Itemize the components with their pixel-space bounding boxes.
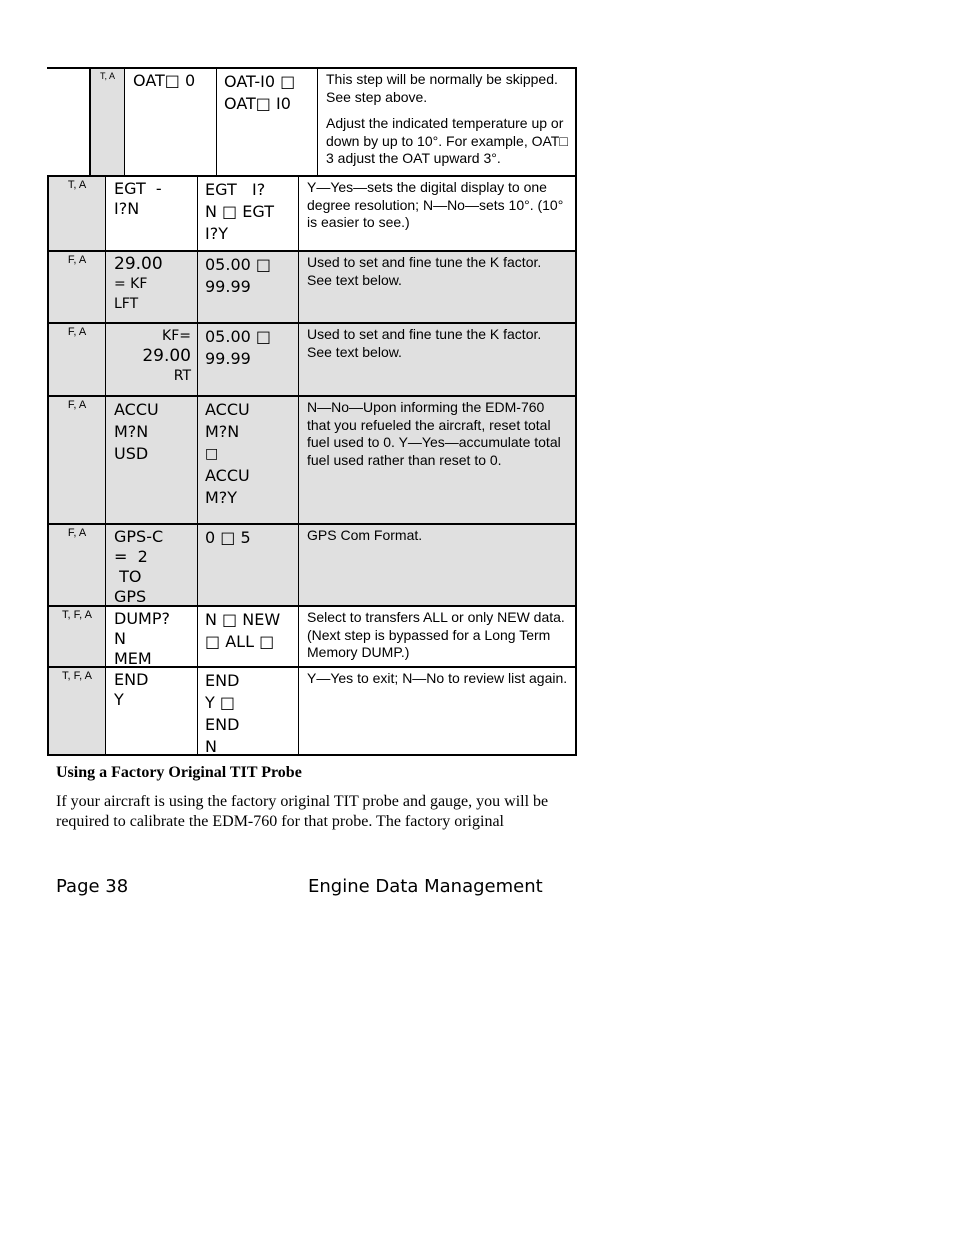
range-line: END [205, 715, 240, 734]
display-line: USD [114, 444, 149, 463]
range-cell [198, 252, 299, 322]
table-row [47, 668, 577, 756]
description-cell [299, 397, 575, 523]
range-cell [198, 324, 299, 395]
mode-cell: T, A [89, 69, 125, 175]
mode-cell: F, A [49, 397, 106, 523]
page-number: Page 38 [56, 876, 129, 897]
mode-cell: F, A [49, 525, 106, 605]
description-cell [299, 668, 575, 754]
range-line: 05.00 □ [205, 255, 272, 274]
range-cell [217, 69, 318, 175]
range-line: OAT□ I0 [224, 94, 291, 113]
display-cell [106, 607, 198, 666]
section-paragraph: If your aircraft is using the factory original TIT probe and gauge, you will be required to calibrate the EDM-760 for that probe. The factory original [56, 793, 549, 830]
range-cell [198, 525, 299, 605]
display-cell [106, 668, 198, 754]
description-cell [299, 252, 575, 322]
display-line: Y [114, 690, 124, 709]
range-line: ACCU [205, 400, 250, 419]
range-line: □ [205, 446, 219, 462]
display-cell [106, 177, 198, 250]
display-cell [106, 525, 198, 605]
range-line: EGT I? [205, 180, 266, 199]
table-row [47, 397, 577, 525]
display-line: I?N [114, 199, 140, 218]
mode-cell: T, F, A [49, 668, 106, 754]
display-line: = KF [114, 276, 148, 292]
range-line: 99.99 [205, 277, 251, 296]
mode-cell: F, A [49, 252, 106, 322]
range-line: N □ EGT [205, 202, 274, 221]
description-cell [299, 324, 575, 395]
range-line: 0 □ 5 [205, 528, 251, 547]
mode-cell: T, A [49, 177, 106, 250]
range-line: I?Y [205, 224, 228, 243]
description-text: Y—Yes—sets the digital display to one degree resolution; N—No—sets 10°. (10° is easier to see.) [307, 179, 564, 230]
description-text: Select to transfers ALL or only NEW data. (Next step is bypassed for a Long Term Memory DUMP.) [307, 609, 565, 660]
range-line: M?Y [205, 488, 238, 507]
display-line: DUMP? [114, 609, 170, 628]
display-line: EGT - [114, 179, 162, 198]
table-row [47, 177, 577, 252]
description-text: GPS Com Format. [307, 527, 423, 543]
description-cell [318, 69, 575, 175]
display-line: KF= [162, 328, 191, 344]
row-spacer [47, 69, 68, 175]
description-text: This step will be normally be skipped. See step above. [326, 71, 558, 105]
range-line: M?N [205, 422, 240, 441]
range-line: N □ NEW [205, 610, 281, 629]
display-line: = 2 [114, 547, 148, 566]
display-line: LFT [114, 296, 139, 312]
range-cell [198, 607, 299, 666]
table-row [47, 324, 577, 397]
mode-cell: F, A [49, 324, 106, 395]
display-cell [125, 69, 217, 175]
section-heading: Using a Factory Original TIT Probe [56, 764, 302, 781]
range-line: □ ALL □ [205, 632, 275, 651]
range-line: END [205, 671, 240, 690]
range-line: N [205, 737, 217, 756]
range-cell [198, 668, 299, 754]
mode-cell: T, F, A [49, 607, 106, 666]
display-cell [106, 324, 198, 395]
table-row [47, 67, 577, 177]
description-cell [299, 525, 575, 605]
description-cell [299, 607, 575, 666]
display-line: GPS [114, 587, 147, 606]
range-line: OAT-I0 □ [224, 72, 296, 91]
description-text: Used to set and fine tune the K factor. See text below. [307, 326, 542, 360]
display-line: M?N [114, 422, 149, 441]
description-text: N—No—Upon informing the EDM-760 that you refueled the aircraft, reset total fuel used to 0. Y—Yes—accumulate total fuel used rather than reset to 0. [307, 399, 561, 468]
table-row [47, 252, 577, 324]
display-line: 29.00 [142, 346, 191, 366]
range-cell [198, 177, 299, 250]
description-text: Used to set and fine tune the K factor. See text below. [307, 254, 542, 288]
display-line: GPS-C [114, 527, 164, 546]
description-text: Y—Yes to exit; N—No to review list again. [307, 670, 568, 686]
display-line: RT [173, 368, 191, 384]
table-row [47, 525, 577, 607]
display-line: 29.00 [114, 254, 163, 274]
range-line: Y □ [205, 693, 235, 712]
range-line: 99.99 [205, 349, 251, 368]
display-line: ACCU [114, 400, 159, 419]
range-line: ACCU [205, 466, 250, 485]
description-cell [299, 177, 575, 250]
range-line: 05.00 □ [205, 327, 272, 346]
table-row [47, 607, 577, 668]
display-cell [106, 252, 198, 322]
display-line: N [114, 629, 126, 648]
display-line: TO [114, 567, 142, 586]
footer-title: Engine Data Management [308, 876, 543, 897]
description-text: Adjust the indicated temperature up or down by up to 10°. For example, OAT□ 3 adjust the OAT upward 3°. [326, 115, 568, 166]
display-cell [106, 397, 198, 523]
configuration-table [47, 67, 577, 756]
range-cell [198, 397, 299, 523]
display-line: MEM [114, 649, 152, 668]
display-line: END [114, 670, 149, 689]
display-line: OAT□ 0 [133, 71, 196, 90]
